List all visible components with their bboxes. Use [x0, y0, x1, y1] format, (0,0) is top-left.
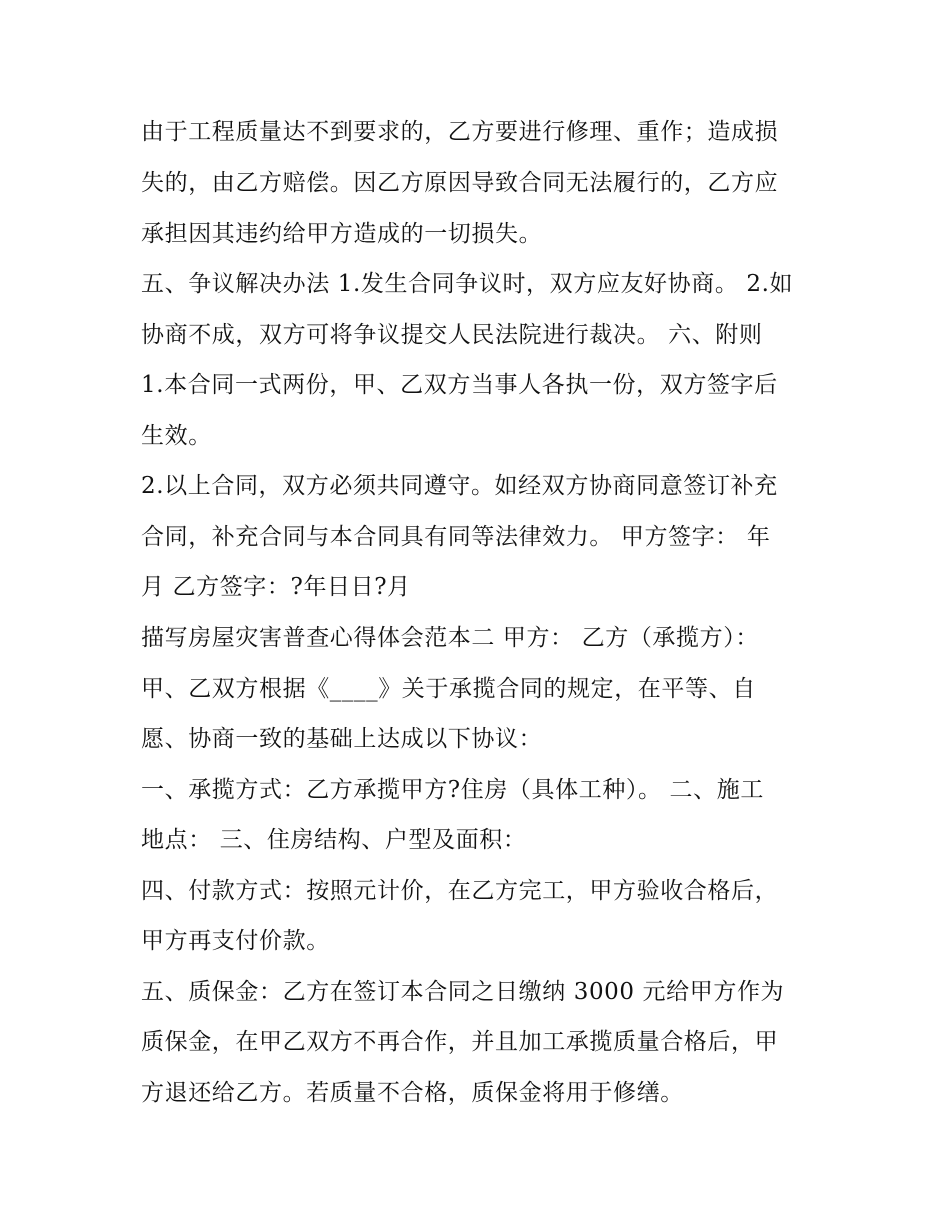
- text-line: 质保金，在甲乙双方不再合作，并且加工承揽质量合格后，甲: [141, 1029, 779, 1055]
- text-line: 五、争议解决办法 1.发生合同争议时，双方应友好协商。 2.如: [141, 271, 794, 297]
- text-line: 1.本合同一式两份，甲、乙双方当事人各执一份，双方签字后: [141, 372, 778, 398]
- text-line: 愿、协商一致的基础上达成以下协议：: [141, 726, 543, 752]
- text-line: 合同，补充合同与本合同具有同等法律效力。 甲方签字： 年: [141, 524, 771, 550]
- text-line: 甲方再支付价款。: [141, 928, 330, 954]
- text-line: 描写房屋灾害普查心得体会范本二 甲方： 乙方（承揽方）：: [141, 625, 759, 651]
- text-line: 2.以上合同，双方必须共同遵守。如经双方协商同意签订补充: [141, 473, 778, 499]
- text-line: 一、承揽方式：乙方承揽甲方?住房（具体工种）。 二、施工: [141, 777, 764, 803]
- text-line: 四、付款方式：按照元计价，在乙方完工，甲方验收合格后，: [141, 878, 779, 904]
- text-line: 五、质保金：乙方在签订本合同之日缴纳 3000 元给甲方作为: [141, 979, 785, 1005]
- text-line: 协商不成，双方可将争议提交人民法院进行裁决。 六、附则: [141, 322, 763, 348]
- text-line: 方退还给乙方。若质量不合格，质保金将用于修缮。: [141, 1080, 684, 1106]
- text-line: 甲、乙双方根据《____》关于承揽合同的规定，在平等、自: [141, 676, 756, 702]
- text-line: 承担因其违约给甲方造成的一切损失。: [141, 221, 543, 247]
- text-line: 失的，由乙方赔偿。因乙方原因导致合同无法履行的，乙方应: [141, 170, 779, 196]
- text-line: 生效。: [141, 423, 212, 449]
- text-line: 由于工程质量达不到要求的，乙方要进行修理、重作；造成损: [141, 119, 779, 145]
- text-line: 月 乙方签字：?年日日?月: [141, 574, 411, 600]
- text-line: 地点： 三、住房结构、户型及面积：: [141, 827, 527, 853]
